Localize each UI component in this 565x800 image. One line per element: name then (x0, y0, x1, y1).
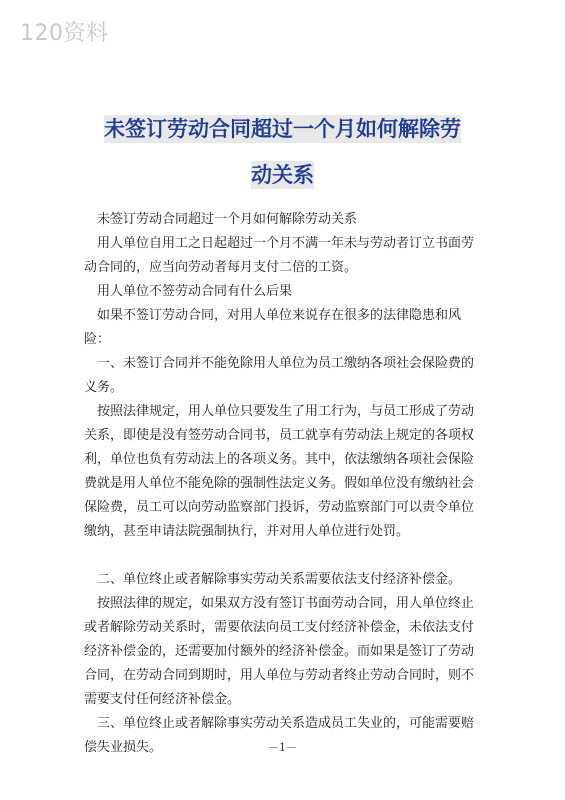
document-body (84, 208, 484, 760)
page-number: －1－ (268, 741, 297, 754)
paragraph-subtitle: 未签订劳动合同超过一个月如何解除劳动关系 (97, 212, 358, 227)
paragraph-heading: 三、单位终止或者解除事实劳动关系造成员工失业的，可能需要赔偿失业损失。 (84, 716, 475, 755)
paragraph: 用人单位自用工之日起超过一个月不满一年未与劳动者订立书面劳动合同的，应当向劳动者每月支付二倍的工资。 (84, 236, 475, 275)
title-text-1: 未签订劳动合同超过一个月如何解除劳 (104, 117, 461, 141)
document-title-line-1 (70, 106, 495, 152)
paragraph: 按照法律的规定，如果双方没有签订书面劳动合同，用人单位终止或者解除劳动关系时，需要依法向员工支付经济补偿金，未依法支付经济补偿金的，还需要加付额外的经济补偿金。而如果是签订了劳动合同，在劳动合同到期时，用人单位与劳动者终止劳动合同时，则不需要支付任何经济补偿金。 (84, 596, 475, 707)
paragraph: 按照法律规定，用人单位只要发生了用工行为，与员工形成了劳动关系，即使是没有签劳动合同书，员工就享有劳动法上规定的各项权利，单位也负有劳动法上的各项义务。其中，依法缴纳各项社会保险费就是用人单位不能免除的强制性法定义务。假如单位没有缴纳社会保险费，员工可以向劳动监察部门投诉，劳动监察部门可以责令单位缴纳，甚至申请法院强制执行，并对用人单位进行处罚。 (84, 404, 475, 539)
paragraph-heading: 一、未签订合同并不能免除用人单位为员工缴纳各项社会保险费的义务。 (84, 356, 475, 395)
watermark-logo: 120资料 (20, 21, 109, 46)
paragraph: 如果不签订劳动合同，对用人单位来说存在很多的法律隐患和风险： (84, 308, 462, 347)
document-title-line-2 (70, 152, 495, 198)
title-text-2: 动关系 (251, 163, 314, 187)
paragraph-heading: 二、单位终止或者解除事实劳动关系需要依法支付经济补偿金。 (97, 572, 462, 587)
paragraph-heading: 用人单位不签劳动合同有什么后果 (97, 284, 293, 299)
